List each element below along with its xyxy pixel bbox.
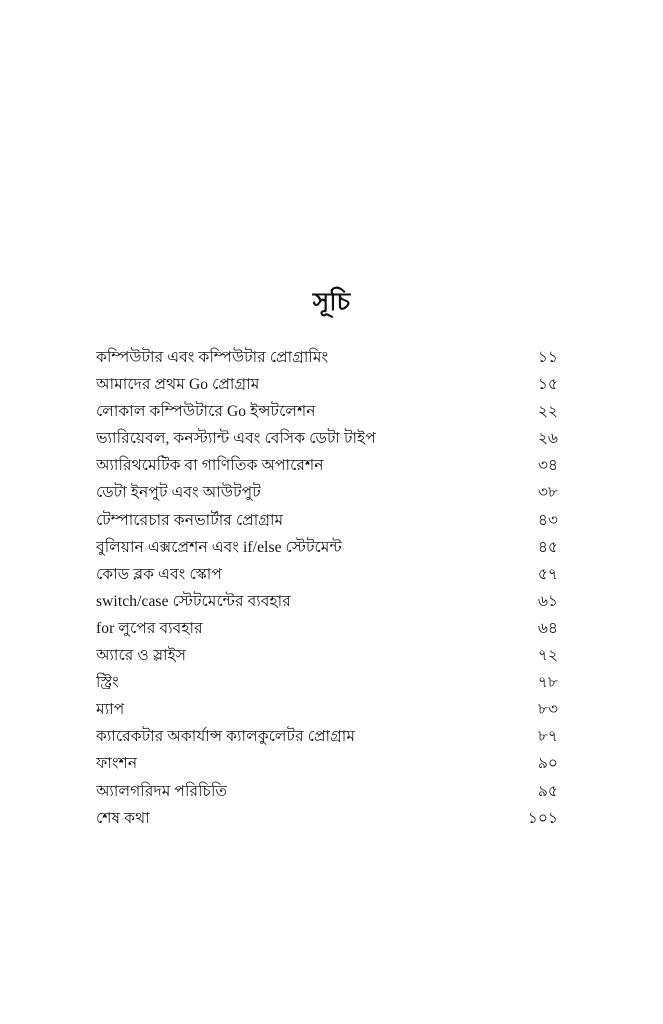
toc-entry-page-number: ৭৮ <box>537 674 558 692</box>
toc-entry[interactable] <box>96 669 558 696</box>
toc-entry[interactable] <box>96 805 558 832</box>
toc-entry-label: লোকাল কম্পিউটারে Go ইন্সটলেশন <box>96 403 316 421</box>
toc-entry-page-number: ১১ <box>537 349 558 366</box>
toc-entry-page-number: ৯৫ <box>537 782 558 800</box>
toc-entry-page-number: ১০১ <box>527 809 558 827</box>
toc-entry-label: বুলিয়ান এক্সপ্রেশন এবং if/else স্টেটমেন্ট <box>96 538 342 556</box>
toc-entry-page-number: ৩৪ <box>537 457 558 475</box>
toc-entry-page-number: ৭২ <box>537 647 558 665</box>
toc-entry-label: অ্যালগরিদম পরিচিতি <box>96 782 228 800</box>
page-title: সূচি <box>312 289 351 316</box>
toc-entry-label: টেম্পারেচার কনভার্টার প্রোগ্রাম <box>96 511 284 529</box>
toc-entry[interactable] <box>96 615 558 642</box>
toc-entry-page-number: ৫৭ <box>537 565 558 583</box>
toc-entry-page-number: ৪৩ <box>537 511 558 529</box>
toc-entry-label: শেষ কথা <box>96 809 150 827</box>
toc-entry-label: ফাংশন <box>96 755 138 773</box>
toc-entry-page-number: ৯০ <box>537 755 558 773</box>
toc-entry[interactable] <box>96 588 558 615</box>
toc-entry-label: ভ্যারিয়েবল, কনস্ট্যান্ট এবং বেসিক ডেটা টাইপ <box>96 430 376 448</box>
toc-entry[interactable] <box>96 642 558 669</box>
toc-entry-page-number: ২২ <box>537 403 558 421</box>
toc-entry-label: ডেটা ইনপুট এবং আউটপুট <box>96 484 261 502</box>
toc-entry[interactable] <box>96 778 558 805</box>
toc-entry-label: স্ট্রিং <box>96 674 119 692</box>
toc-entry-label: অ্যারিথমেটিক বা গাণিতিক অপারেশন <box>96 457 324 475</box>
toc-entry-label: আমাদের প্রথম Go প্রোগ্রাম <box>96 376 260 394</box>
toc-entry-page-number: ৩৮ <box>537 484 558 502</box>
toc-entry-page-number: ৬১ <box>537 592 558 610</box>
toc-entry-page-number: ১৫ <box>537 376 558 394</box>
toc-entry-page-number: ৮৭ <box>537 728 558 746</box>
toc-entry-page-number: ২৬ <box>537 430 558 448</box>
toc-entry-label: ক্যারেকটার অকার্যান্স ক্যালকুলেটর প্রোগ্রাম <box>96 728 356 746</box>
toc-entry-label: ম্যাপ <box>96 701 125 719</box>
toc-entry[interactable] <box>96 696 558 723</box>
toc-entry-page-number: ৮৩ <box>537 701 558 719</box>
toc-entry[interactable] <box>96 750 558 777</box>
table-of-contents-list <box>96 344 558 832</box>
toc-entry[interactable] <box>96 398 558 425</box>
toc-entry[interactable] <box>96 452 558 479</box>
toc-entry-page-number: ৪৫ <box>537 538 558 556</box>
toc-entry-label: কম্পিউটার এবং কম্পিউটার প্রোগ্রামিং <box>96 349 329 366</box>
toc-entry-page-number: ৬৪ <box>537 619 558 637</box>
toc-entry[interactable] <box>96 723 558 750</box>
toc-entry-label: অ্যারে ও স্লাইস <box>96 647 187 665</box>
toc-entry-label: for লুপের ব্যবহার <box>96 619 203 637</box>
toc-entry[interactable] <box>96 371 558 398</box>
toc-entry[interactable] <box>96 425 558 452</box>
toc-entry[interactable] <box>96 344 558 371</box>
toc-entry[interactable] <box>96 561 558 588</box>
toc-entry-label: কোড ব্লক এবং স্কোপ <box>96 565 223 583</box>
toc-entry[interactable] <box>96 534 558 561</box>
toc-entry-label: switch/case স্টেটমেন্টের ব্যবহার <box>96 592 291 610</box>
toc-entry[interactable] <box>96 507 558 534</box>
toc-entry[interactable] <box>96 479 558 506</box>
